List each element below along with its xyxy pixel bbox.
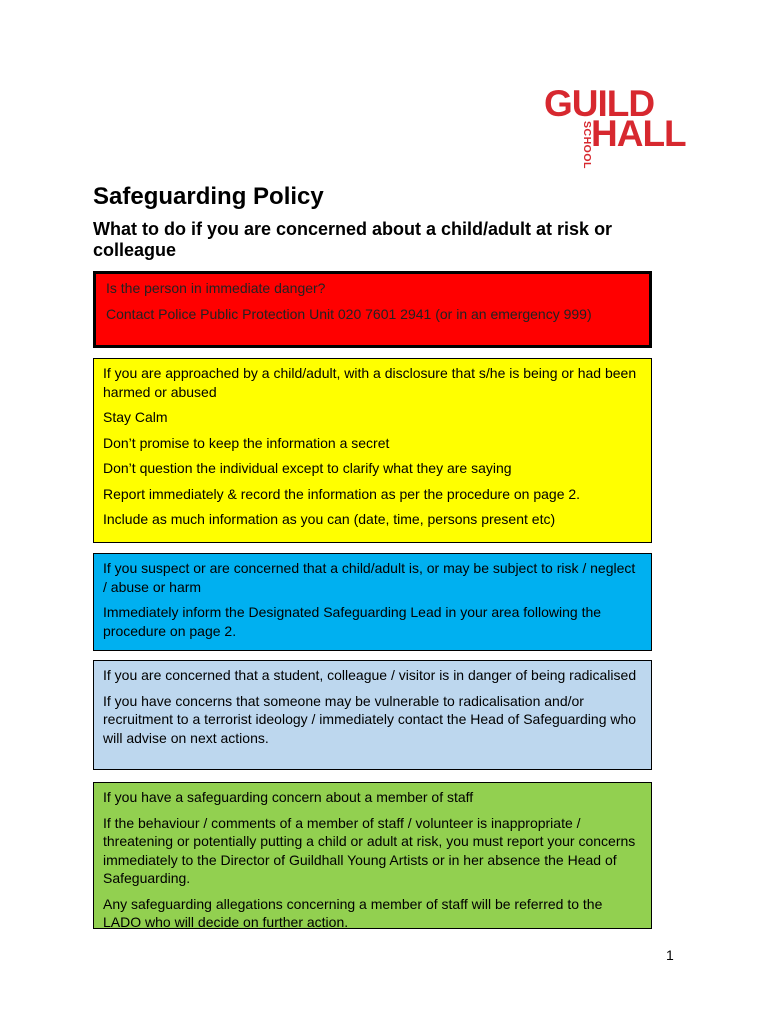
suspect-action: Immediately inform the Designated Safeguarding Lead in your area following the procedure on page 2. xyxy=(103,604,602,639)
guildhall-school-logo xyxy=(544,83,686,177)
disclosure-step: Include as much information as you can (date, time, persons present etc) xyxy=(103,511,556,527)
page-number: 1 xyxy=(666,947,674,963)
disclosure-step: Stay Calm xyxy=(103,409,168,425)
staff-concern-box xyxy=(93,782,652,929)
staff-action: If the behaviour / comments of a member of staff / volunteer is inappropriate / threatening or potentially putting a child or adult at risk, you must report your concerns immediately to the Director of Guildhall Young Artists or in her absence the Head of Safeguarding. xyxy=(103,814,636,886)
disclosure-step: Report immediately & record the information as per the procedure on page 2. xyxy=(103,485,581,502)
logo-hall-text: HALL xyxy=(591,113,686,154)
danger-contact: Contact Police Public Protection Unit 020 7601 2941 (or in an emergency 999) xyxy=(106,305,592,322)
radicalisation-action: If you have concerns that someone may be vulnerable to radicalisation and/or recruitment to a terrorist ideology / immediately contact the Head of Safeguarding who will advise on next actions. xyxy=(103,692,637,746)
logo-school-text: SCHOOL xyxy=(581,121,593,169)
page-title: Safeguarding Policy xyxy=(93,183,324,210)
suspect-intro: If you suspect or are concerned that a child/adult is, or may be subject to risk / neglect / abuse or harm xyxy=(103,560,636,595)
immediate-danger-box xyxy=(93,271,652,348)
logo-guild-text: GUILD xyxy=(544,83,655,124)
disclosure-step: Don’t question the individual except to clarify what they are saying xyxy=(103,460,512,476)
disclosure-step: Don’t promise to keep the information a secret xyxy=(103,434,390,451)
page-subtitle: What to do if you are concerned about a child/adult at risk or colleague xyxy=(93,219,613,260)
disclosure-intro: If you are approached by a child/adult, with a disclosure that s/he is being or had been harmed or abused xyxy=(103,365,637,400)
suspect-risk-box xyxy=(93,553,652,651)
staff-allegations: Any safeguarding allegations concerning a member of staff will be referred to the LADO who will decide on further action. xyxy=(103,895,603,930)
radicalisation-intro: If you are concerned that a student, colleague / visitor is in danger of being radicalised xyxy=(103,667,637,683)
danger-question: Is the person in immediate danger? xyxy=(106,280,326,296)
staff-intro: If you have a safeguarding concern about a member of staff xyxy=(103,789,474,805)
disclosure-box xyxy=(93,358,652,543)
radicalisation-box xyxy=(93,660,652,770)
